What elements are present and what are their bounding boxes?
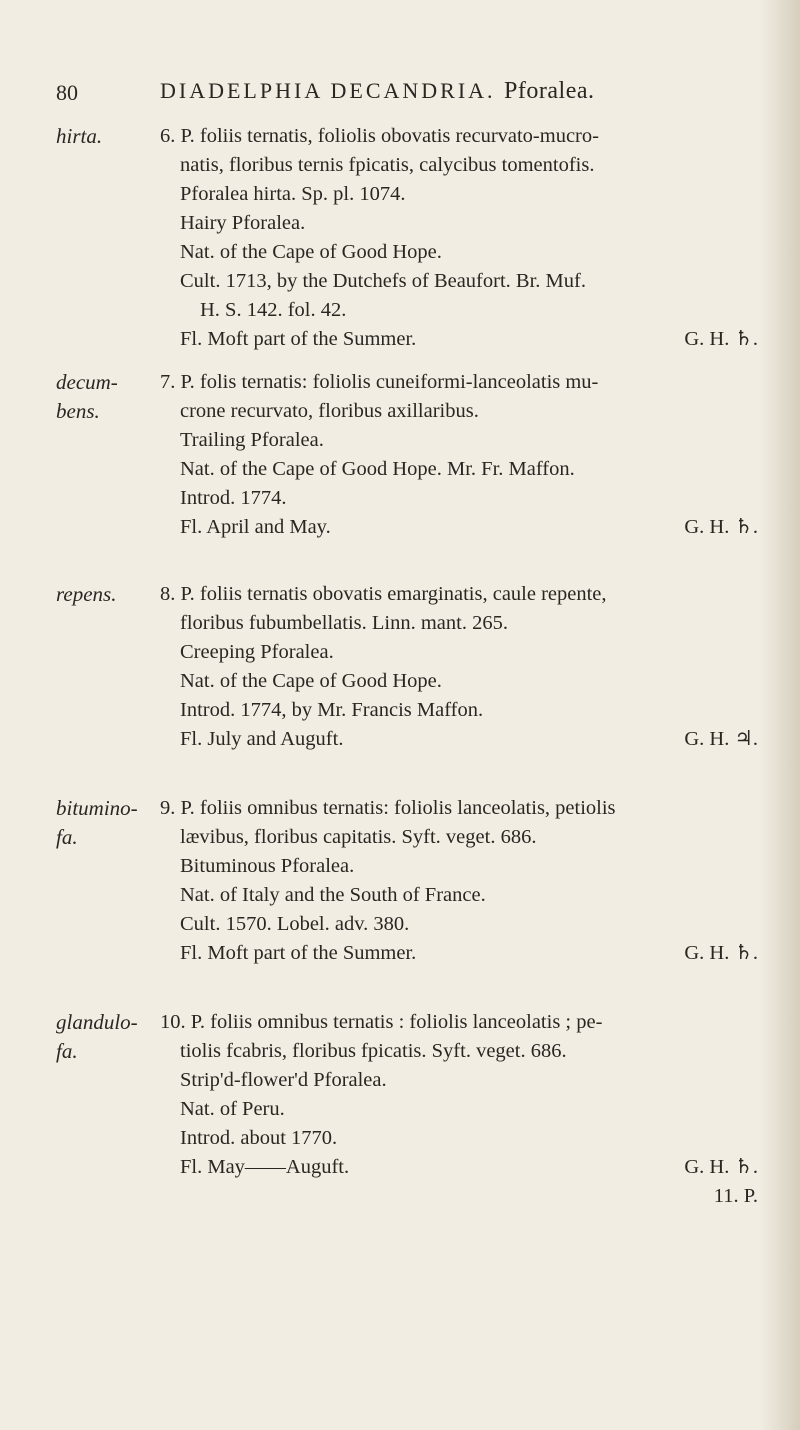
common-name: Hairy Pforalea.: [180, 212, 306, 234]
flowering-line: [160, 513, 758, 542]
flowering-line: [160, 939, 758, 968]
introduced-line: Introd. about 1770.: [180, 1127, 338, 1149]
species-epithet: glandulo-fa.: [56, 1010, 138, 1063]
native-line: Nat. of Italy and the South of France.: [180, 884, 486, 906]
description-line: floribus fubumbellatis. Linn. mant. 265.: [180, 612, 508, 634]
culture-line: Cult. 1570. Lobel. adv. 380.: [180, 913, 410, 935]
description-line: 7. P. folis ternatis: foliolis cuneiformi-lanceolatis mu-: [160, 371, 599, 393]
running-head: [160, 78, 595, 105]
common-name: Trailing Pforalea.: [180, 429, 324, 451]
entry-body: [160, 122, 770, 354]
flowering-text: Fl. April and May.: [180, 516, 331, 538]
page-number: 80: [56, 80, 78, 105]
native-line: Nat. of the Cape of Good Hope.: [180, 670, 442, 692]
running-head-text: DIADELPHIA DECANDRIA.: [160, 78, 496, 103]
culture-line: H. S. 142. fol. 42.: [200, 299, 347, 321]
common-name: Creeping Pforalea.: [180, 641, 334, 663]
native-line: Nat. of Peru.: [180, 1098, 285, 1120]
entry-body: [160, 794, 770, 968]
entry-body: [160, 1008, 770, 1211]
flowering-text: Fl. Moft part of the Summer.: [180, 942, 417, 964]
description-line: tiolis fcabris, floribus fpicatis. Syft. veget. 686.: [180, 1040, 567, 1062]
description-line: 9. P. foliis omnibus ternatis: foliolis lanceolatis, petiolis: [160, 797, 616, 819]
description-line: 6. P. foliis ternatis, foliolis obovatis recurvato-mucro-: [160, 125, 599, 147]
running-head-genus: Pforalea.: [504, 78, 595, 104]
flowering-text: Fl. Moft part of the Summer.: [180, 328, 417, 350]
description-line: 8. P. foliis ternatis obovatis emarginatis, caule repente,: [160, 583, 607, 605]
description-line: 10. P. foliis omnibus ternatis : foliolis lanceolatis ; pe-: [160, 1011, 603, 1033]
introduced-line: Introd. 1774.: [180, 487, 287, 509]
habitat-mark: G. H. ♄.: [684, 1156, 758, 1178]
species-epithet: hirta.: [56, 124, 103, 148]
habitat-mark: G. H. ♄.: [684, 942, 758, 964]
entry-body: [160, 368, 770, 542]
species-epithet: bitumino-fa.: [56, 796, 138, 849]
native-line: Nat. of the Cape of Good Hope. Mr. Fr. Maffon.: [180, 458, 575, 480]
native-line: Nat. of the Cape of Good Hope.: [180, 241, 442, 263]
page-header: [56, 78, 756, 118]
description-line: natis, floribus ternis fpicatis, calycibus tomentofis.: [180, 154, 595, 176]
introduced-line: Introd. 1774, by Mr. Francis Maffon.: [180, 699, 484, 721]
habitat-mark: G. H. ♄.: [684, 328, 758, 350]
description-line: lævibus, floribus capitatis. Syft. veget. 686.: [180, 826, 537, 848]
flowering-line: [160, 1153, 758, 1182]
flowering-text: Fl. May——Auguft.: [180, 1156, 350, 1178]
catchword: 11. P.: [713, 1185, 758, 1207]
flowering-line: [160, 325, 758, 354]
flowering-line: [160, 725, 758, 754]
name-line: Pforalea hirta. Sp. pl. 1074.: [180, 183, 406, 205]
habitat-mark: G. H. ♃.: [684, 728, 758, 750]
species-epithet: decum-bens.: [56, 370, 118, 423]
culture-line: Cult. 1713, by the Dutchefs of Beaufort. Br. Muf.: [180, 270, 586, 292]
species-epithet: repens.: [56, 582, 117, 606]
flowering-text: Fl. July and Auguft.: [180, 728, 344, 750]
entry-body: [160, 580, 770, 754]
habitat-mark: G. H. ♄.: [684, 516, 758, 538]
common-name: Bituminous Pforalea.: [180, 855, 355, 877]
common-name: Strip'd-flower'd Pforalea.: [180, 1069, 387, 1091]
description-line: crone recurvato, floribus axillaribus.: [180, 400, 479, 422]
